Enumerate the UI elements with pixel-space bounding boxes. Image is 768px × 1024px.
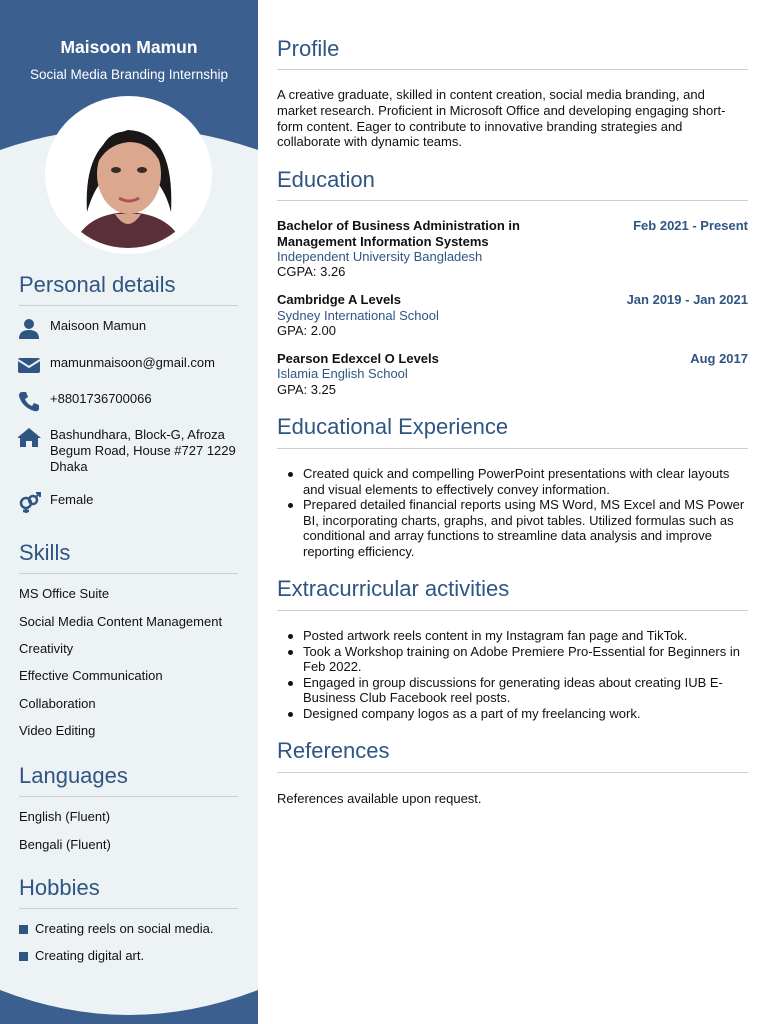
personal-details-heading: Personal details [19, 272, 176, 297]
skill-item: Social Media Content Management [19, 614, 223, 629]
list-item: Posted artwork reels content in my Instagram fan page and TikTok. [303, 628, 748, 644]
education-grade: GPA: 3.25 [277, 382, 337, 397]
languages-heading: Languages [19, 763, 128, 788]
section-divider [277, 69, 748, 70]
envelope-icon [18, 355, 42, 377]
skill-item: Collaboration [19, 696, 96, 711]
section-divider [277, 610, 748, 611]
references-heading: References [277, 738, 390, 763]
experience-list [277, 466, 748, 560]
sidebar [0, 0, 258, 1024]
experience-heading: Educational Experience [277, 414, 509, 439]
section-divider [277, 448, 748, 449]
section-divider [277, 200, 748, 201]
education-date: Feb 2021 - Present [633, 218, 748, 233]
list-item: Took a Workshop training on Adobe Premiere Pro-Essential for Beginners in Feb 2022. [303, 644, 748, 675]
gender-icon [18, 492, 42, 514]
profile-summary: A creative graduate, skilled in content creation, social media branding, and market research. Proficient in Microsoft Office and developing engaging short-form content. Eager to contribute to innovative branding strategies and collaborate with dynamic teams. [277, 87, 726, 150]
education-heading: Education [277, 167, 375, 192]
skill-item: Video Editing [19, 723, 96, 738]
education-date: Jan 2019 - Jan 2021 [626, 292, 748, 307]
education-school: Independent University Bangladesh [277, 249, 483, 264]
candidate-name: Maisoon Mamun [60, 37, 198, 57]
education-school: Islamia English School [277, 366, 408, 381]
skill-item: Creativity [19, 641, 74, 656]
main-content [277, 0, 748, 1024]
personal-name: Maisoon Mamun [50, 318, 147, 333]
personal-email[interactable]: mamunmaisoon@gmail.com [50, 355, 215, 370]
education-degree: Bachelor of Business Administration in Management Information Systems [277, 218, 520, 249]
extracurricular-list [277, 628, 748, 722]
education-grade: GPA: 2.00 [277, 323, 337, 338]
list-item: Designed company logos as a part of my freelancing work. [303, 706, 748, 722]
hobby-item: Creating reels on social media. [35, 921, 214, 936]
profile-heading: Profile [277, 36, 340, 61]
personal-gender: Female [50, 492, 94, 507]
list-item: Created quick and compelling PowerPoint presentations with clear layouts and visual elements to effectively convey information. [303, 466, 748, 497]
education-date: Aug 2017 [690, 351, 748, 366]
person-icon [18, 318, 42, 340]
job-title: Social Media Branding Internship [29, 67, 229, 82]
education-school: Sydney International School [277, 308, 439, 323]
profile-photo [45, 96, 212, 254]
skills-heading: Skills [19, 540, 71, 565]
references-text: References available upon request. [277, 791, 482, 806]
skill-item: MS Office Suite [19, 586, 110, 601]
extracurricular-heading: Extracurricular activities [277, 576, 510, 601]
section-divider [19, 908, 238, 909]
language-item: English (Fluent) [19, 809, 111, 824]
section-divider [19, 796, 238, 797]
section-divider [19, 573, 238, 574]
home-icon [18, 427, 42, 449]
personal-address: Bashundhara, Block-G, Afroza Begum Road, House #727 1229 Dhaka [50, 427, 236, 474]
section-divider [277, 772, 748, 773]
personal-phone[interactable]: +8801736700066 [50, 391, 152, 406]
phone-icon [18, 391, 42, 413]
square-bullet-icon [19, 925, 28, 934]
skill-item: Effective Communication [19, 668, 163, 683]
section-divider [19, 305, 238, 306]
hobbies-heading: Hobbies [19, 875, 100, 900]
education-degree: Pearson Edexcel O Levels [277, 351, 439, 366]
hobby-item: Creating digital art. [35, 948, 145, 963]
square-bullet-icon [19, 952, 28, 961]
language-item: Bengali (Fluent) [19, 837, 111, 852]
education-grade: CGPA: 3.26 [277, 264, 346, 279]
list-item: Engaged in group discussions for generating ideas about creating IUB E-Business Club Facebook reel posts. [303, 675, 748, 706]
education-degree: Cambridge A Levels [277, 292, 402, 307]
list-item: Prepared detailed financial reports using MS Word, MS Excel and MS Power BI, incorporating charts, graphs, and pivot tables. Utilized formulas such as conditional and array functions to streamline data analysis and improve reporting efficiency. [303, 497, 748, 559]
